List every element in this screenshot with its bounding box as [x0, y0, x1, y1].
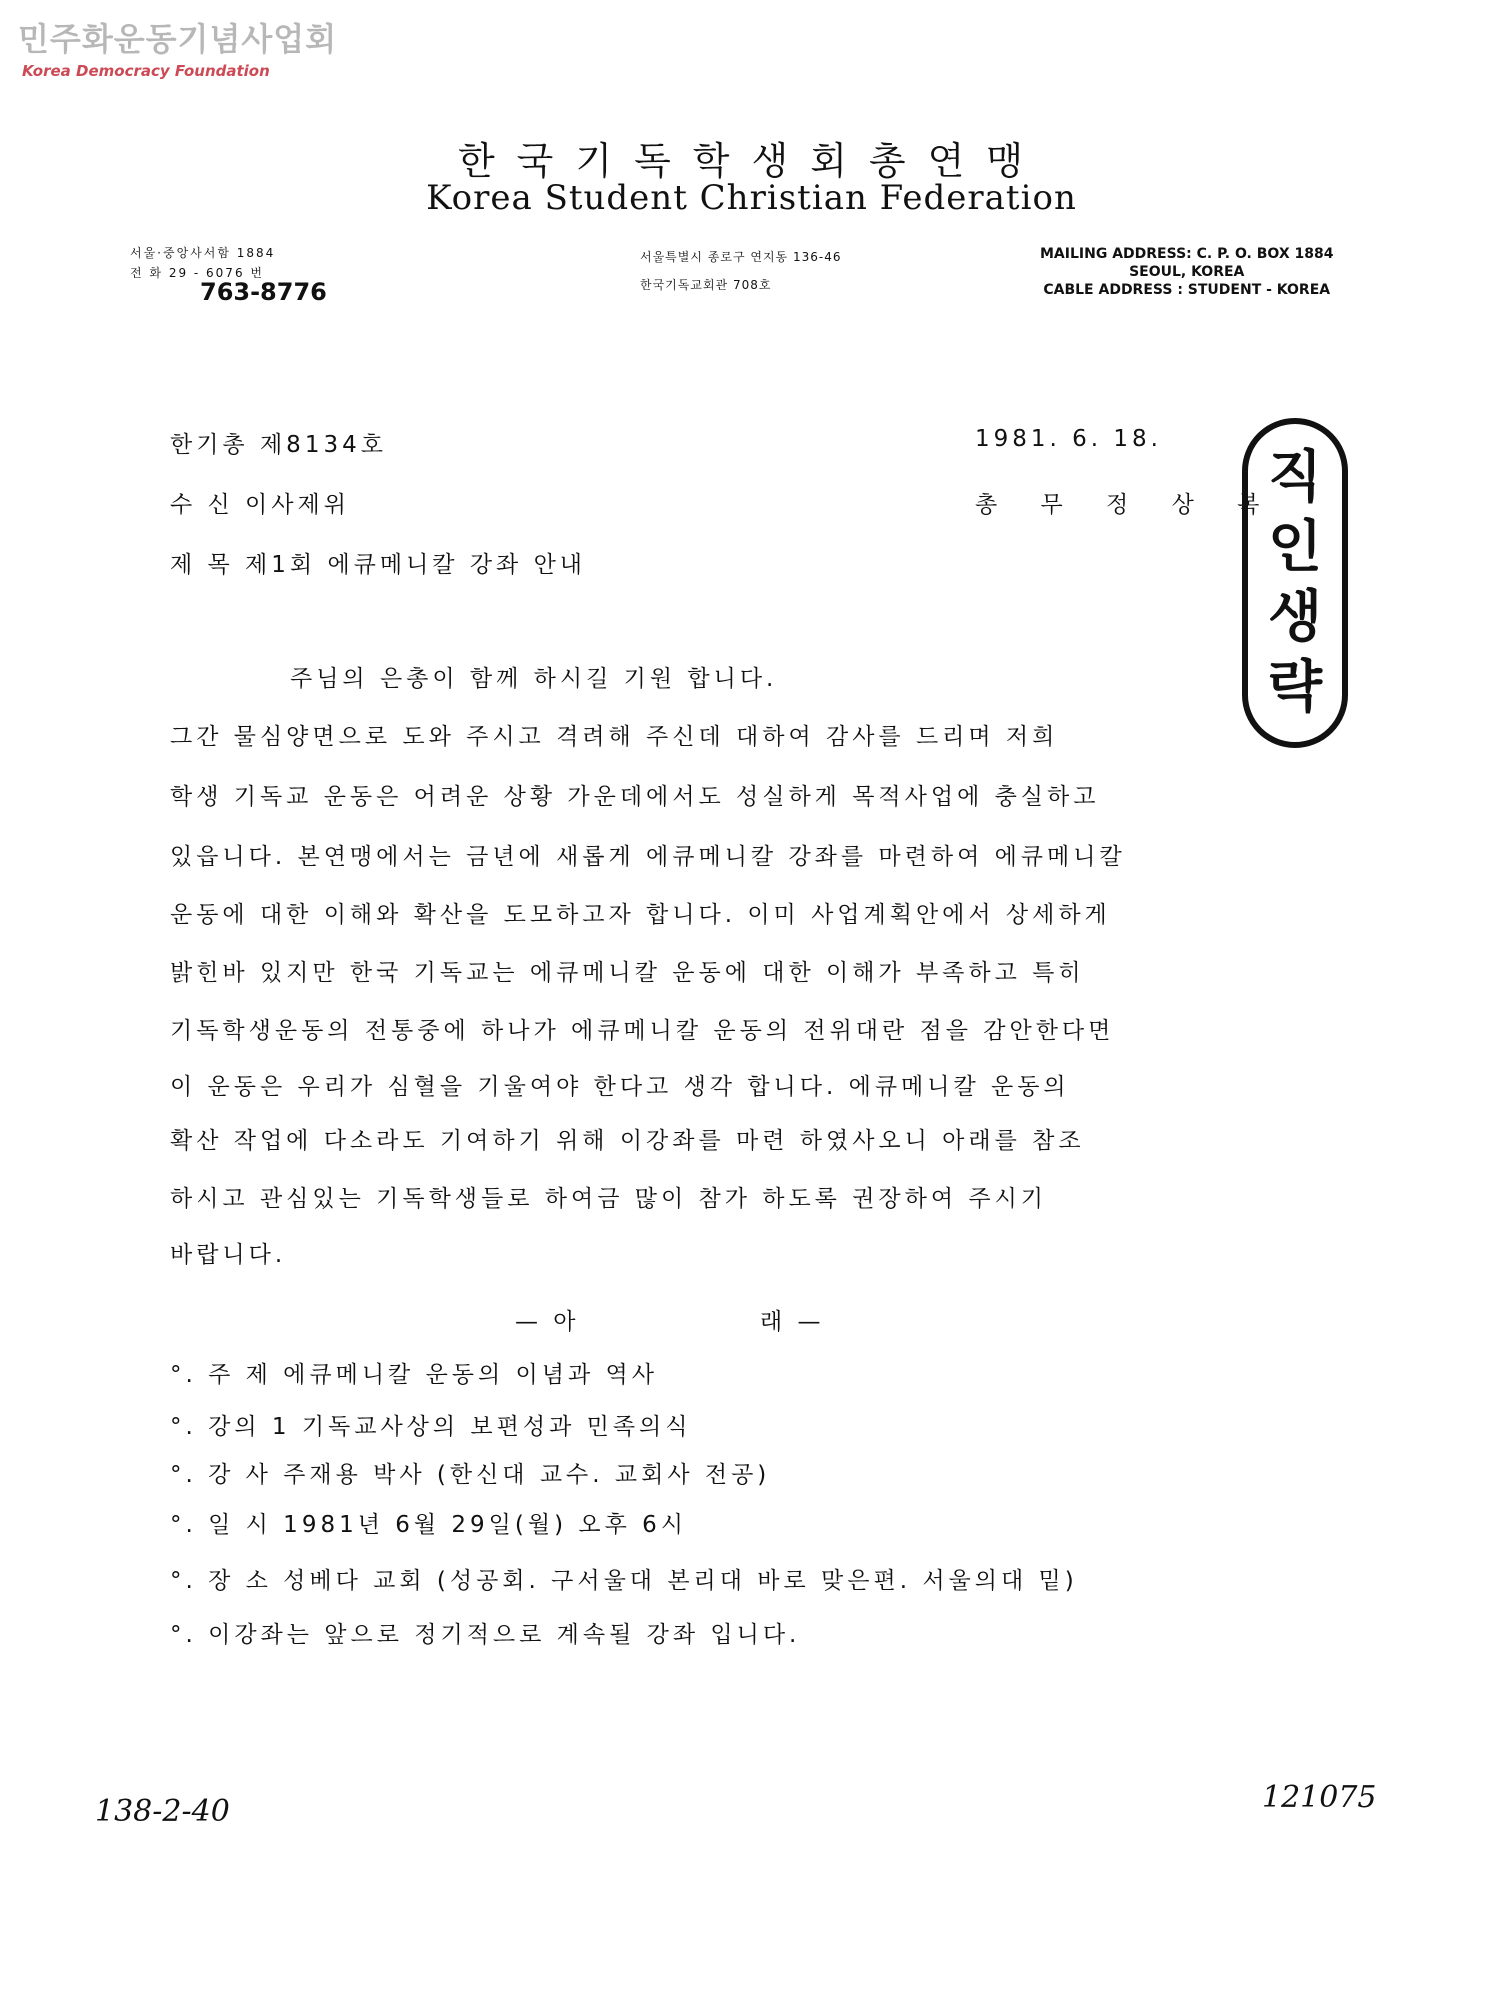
body-line: 밝힌바 있지만 한국 기독교는 에큐메니칼 운동에 대한 이해가 부족하고 특히 — [170, 960, 1085, 986]
handwritten-file-code: 138-2-40 — [95, 1794, 230, 1829]
mailing-city: SEOUL, KOREA — [1129, 264, 1245, 280]
stamp-char: 직 — [1267, 445, 1323, 510]
body-line: 하시고 관심있는 기독학생들로 하여금 많이 참가 하도록 권장하여 주시기 — [170, 1186, 1048, 1212]
address-left-line1: 서울·중앙사서함 1884 — [130, 246, 276, 260]
address-center-line2: 한국기독교회관 708호 — [640, 278, 772, 292]
mailing-address: MAILING ADDRESS: C. P. O. BOX 1884 — [1040, 246, 1334, 262]
section-heading-left: — 아 — [515, 1309, 580, 1335]
body-line: 이 운동은 우리가 심혈을 기울여야 한다고 생각 합니다. 에큐메니칼 운동의 — [170, 1074, 1070, 1100]
body-line: 주님의 은총이 함께 하시길 기원 합니다. — [290, 666, 778, 692]
letterhead-name-korean: 한국기독학생회총연맹 — [457, 139, 1046, 183]
letterhead-name-english: Korea Student Christian Federation — [426, 178, 1077, 218]
detail-item: °. 이강좌는 앞으로 정기적으로 계속될 강좌 입니다. — [170, 1622, 801, 1648]
body-line: 학생 기독교 운동은 어려운 상황 가운데에서도 성실하게 목적사업에 충실하고 — [170, 784, 1100, 810]
letterhead-address-left — [130, 243, 275, 283]
body-line: 확산 작업에 다소라도 기여하기 위해 이강좌를 마련 하였사오니 아래를 참조 — [170, 1128, 1085, 1154]
sender: 총 무 정 상 복 — [975, 492, 1278, 518]
handwritten-document-id: 121075 — [1262, 1780, 1377, 1815]
detail-item: °. 강의 1 기독교사상의 보편성과 민족의식 — [170, 1414, 692, 1440]
cable-address: CABLE ADDRESS : STUDENT - KOREA — [1043, 282, 1331, 298]
stamp-char: 략 — [1267, 655, 1323, 720]
detail-item: °. 장 소 성베다 교회 (성공회. 구서울대 본리대 바로 맞은편. 서울의대 밑) — [170, 1568, 1078, 1594]
stamp-char: 인 — [1267, 515, 1323, 580]
body-line: 그간 물심양면으로 도와 주시고 격려해 주신데 대하여 감사를 드리며 저희 — [170, 724, 1059, 750]
phone-number: 763-8776 — [200, 278, 327, 306]
subject: 제 목 제1회 에큐메니칼 강좌 안내 — [170, 552, 587, 578]
address-center-line1: 서울특별시 종로구 연지동 136-46 — [640, 250, 842, 264]
body-line: 기독학생운동의 전통중에 하나가 에큐메니칼 운동의 전위대란 점을 감안한다면 — [170, 1018, 1115, 1044]
body-line: 바랍니다. — [170, 1242, 287, 1268]
letterhead-address-center — [640, 243, 841, 299]
detail-item: °. 주 제 에큐메니칼 운동의 이념과 역사 — [170, 1362, 658, 1388]
document-number: 한기총 제8134호 — [170, 432, 387, 458]
stamp-char: 생 — [1267, 585, 1323, 650]
letterhead-address-right — [1040, 245, 1333, 299]
watermark-korean: 민주화운동기념사업회 — [18, 20, 338, 58]
watermark-english: Korea Democracy Foundation — [22, 62, 270, 80]
detail-item: °. 일 시 1981년 6월 29일(월) 오후 6시 — [170, 1512, 687, 1538]
recipient: 수 신 이사제위 — [170, 492, 350, 518]
address-left-line2: 전 화 29 - 6076 번 — [130, 266, 264, 280]
seal-stamp — [1242, 418, 1348, 748]
document-date: 1981. 6. 18. — [975, 426, 1162, 452]
detail-item: °. 강 사 주재용 박사 (한신대 교수. 교회사 전공) — [170, 1462, 771, 1488]
body-line: 운동에 대한 이해와 확산을 도모하고자 합니다. 이미 사업계획안에서 상세하게 — [170, 902, 1111, 928]
section-heading-right: 래 — — [760, 1309, 825, 1335]
body-line: 있읍니다. 본연맹에서는 금년에 새롭게 에큐메니칼 강좌를 마련하여 에큐메니칼 — [170, 844, 1126, 870]
